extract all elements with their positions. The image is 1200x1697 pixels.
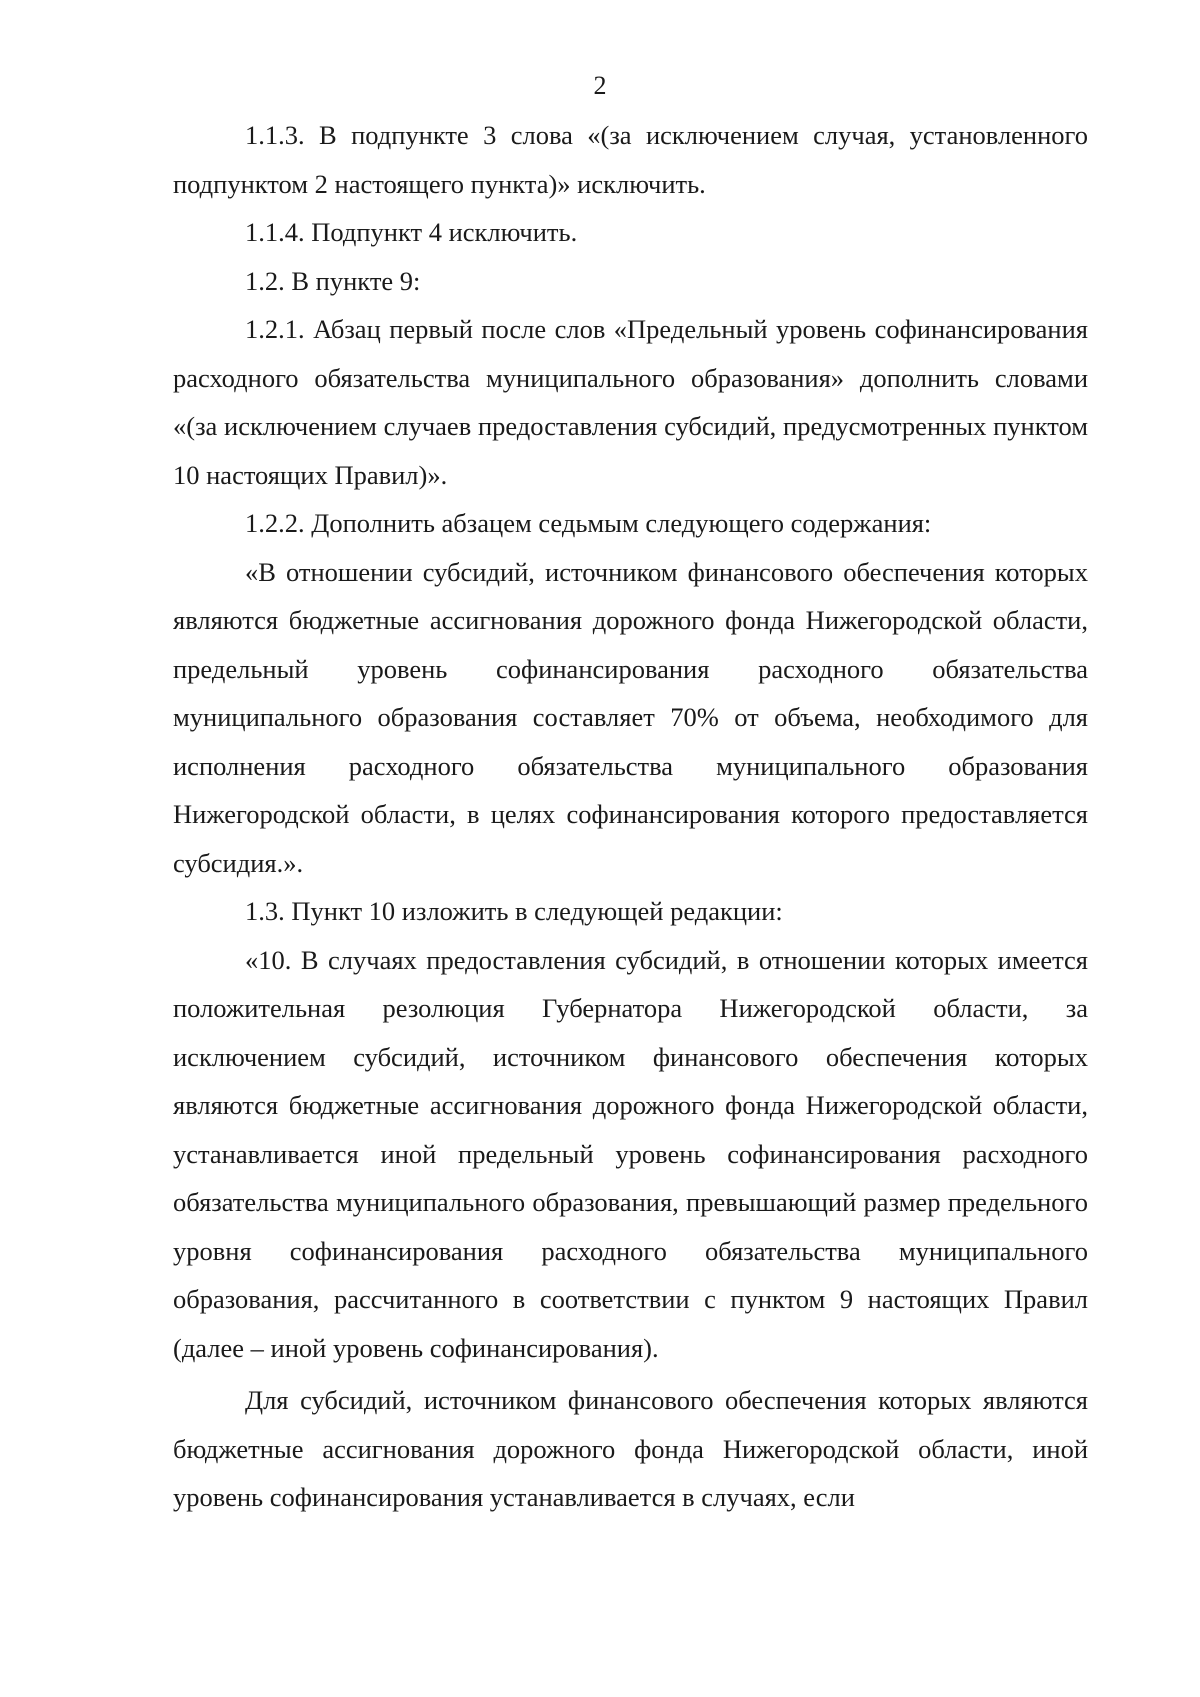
page-number: 2	[593, 71, 607, 100]
paragraph-item-10: «10. В случаях предоставления субсидий, в отношении которых имеется положительная резолюция Губернатора Нижегородской области, за исключением субсидий, источником финансового обеспечения которых являются бюджетные ассигнования дорожного фонда Нижегородской области, устанавливается иной предельный уровень софинансирования расходного обязательства муниципального образования, превышающий размер предельного уровня софинансирования расходного обязательства муниципального образования, рассчитанного в соответствии с пунктом 9 настоящих Правил (далее – иной уровень софинансирования).	[173, 944, 1088, 1363]
paragraph-1-3: 1.3. Пункт 10 изложить в следующей редакции:	[245, 896, 783, 926]
paragraph-quoted-seventh: «В отношении субсидий, источником финансового обеспечения которых являются бюджетные ассигнования дорожного фонда Нижегородской области, предельный уровень софинансирования расходного обязательства муниципального образования составляет 70% от объема, необходимого для исполнения расходного обязательства муниципального образования Нижегородской области, в целях софинансирования которого предоставляется субсидия.».	[173, 556, 1088, 878]
paragraph-1-1-3: 1.1.3. В подпункте 3 слова «(за исключением случая, установленного подпунктом 2 настоящего пункта)» исключить.	[173, 120, 1088, 199]
paragraph-1-1-4: 1.1.4. Подпункт 4 исключить.	[245, 217, 578, 247]
paragraph-1-2: 1.2. В пункте 9:	[245, 265, 421, 296]
paragraph-1-2-2: 1.2.2. Дополнить абзацем седьмым следующего содержания:	[245, 508, 932, 538]
document-body	[173, 111, 1088, 1522]
paragraph-1-2-1: 1.2.1. Абзац первый после слов «Предельный уровень софинансирования расходного обязательства муниципального образования» дополнить словами «(за исключением случаев предоставления субсидий, предусмотренных пунктом 10 настоящих Правил)».	[173, 314, 1088, 490]
paragraph-road-fund-subsidies: Для субсидий, источником финансового обеспечения которых являются бюджетные ассигнования дорожного фонда Нижегородской области, иной уровень софинансирования устанавливается в случаях, если	[173, 1385, 1088, 1512]
